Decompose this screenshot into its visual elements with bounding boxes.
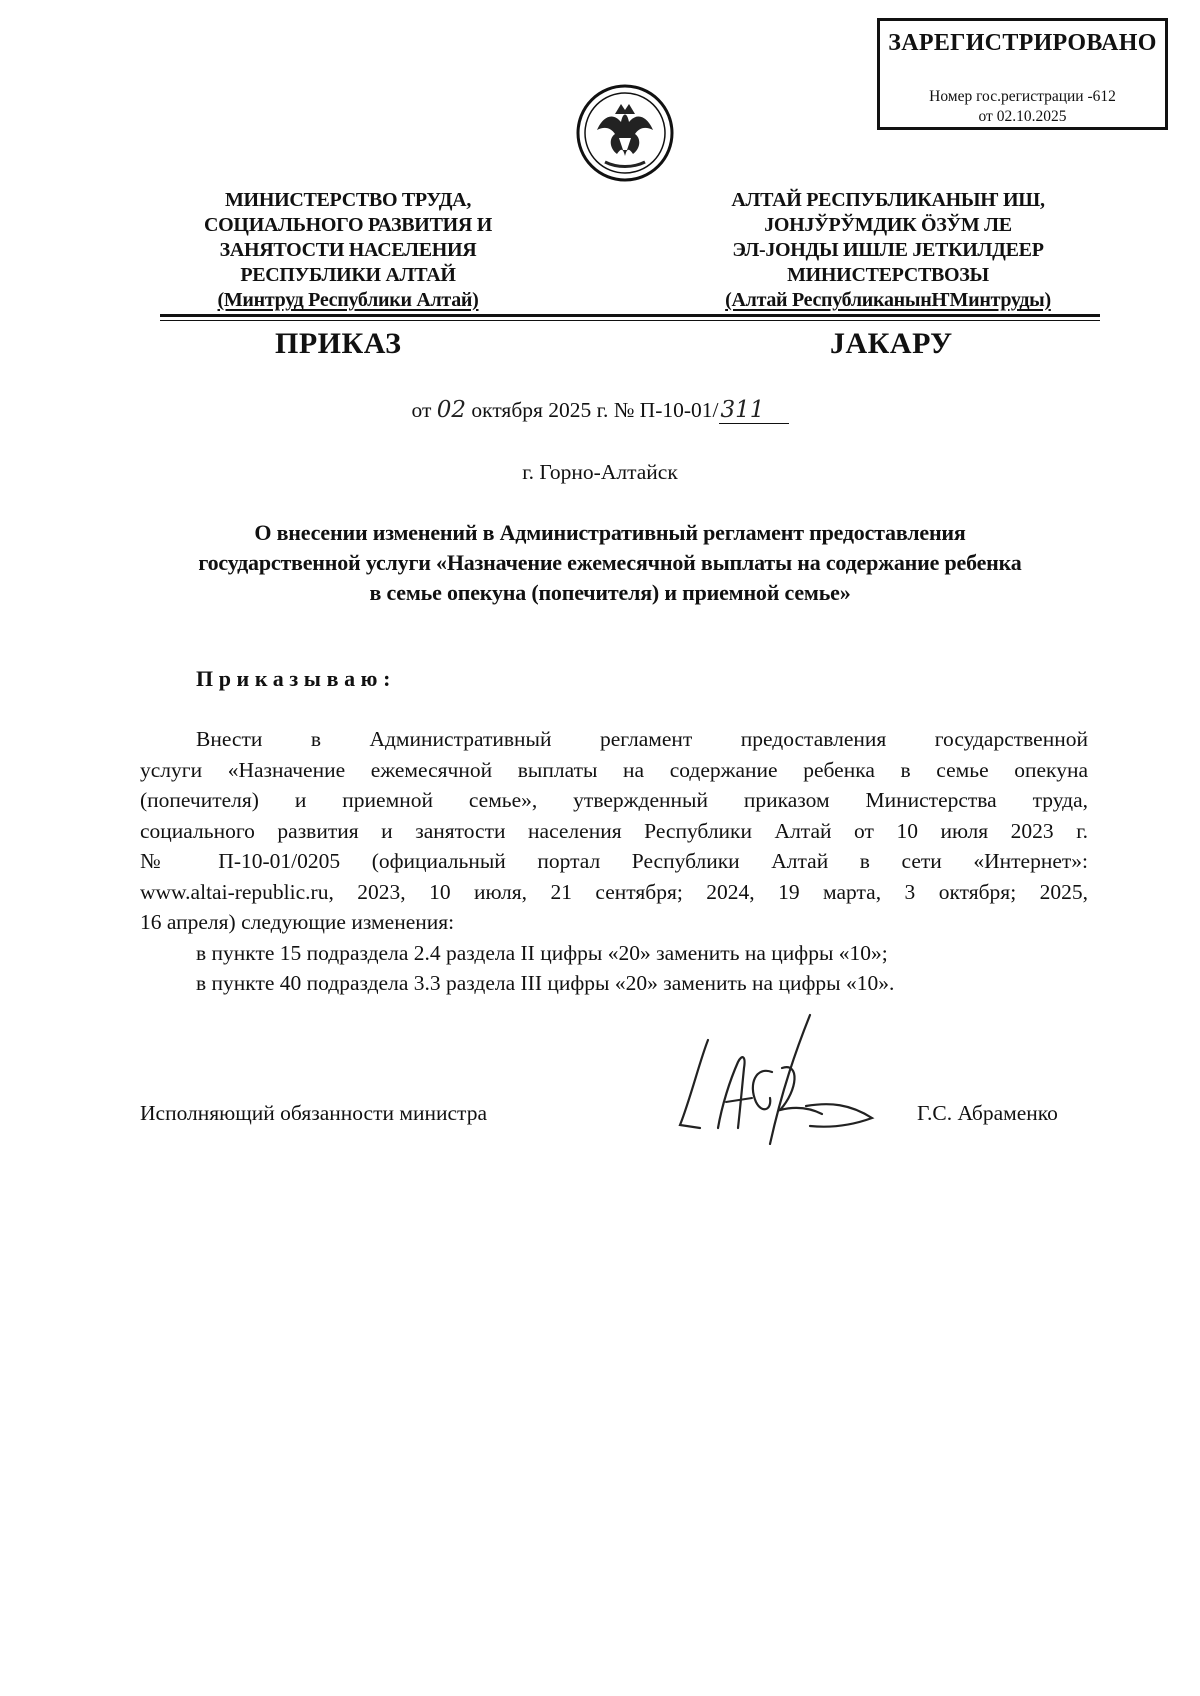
order-date-number bbox=[0, 397, 1200, 424]
registration-number: Номер гос.регистрации -612 bbox=[929, 88, 1116, 105]
signer-position: Исполняющий обязанности министра bbox=[140, 1101, 487, 1125]
order-number: 311 bbox=[719, 397, 789, 424]
ministry-abbreviation: (Алтай РеспубликанынҤМинтруды) bbox=[725, 289, 1051, 311]
body-line: социального развития и занятости населения Республики Алтай от 10 июля 2023 г. bbox=[140, 818, 1088, 843]
ministry-name-russian bbox=[158, 188, 538, 313]
ministry-name-altai bbox=[678, 188, 1098, 313]
registration-date: от 02.10.2025 bbox=[978, 108, 1067, 125]
ministry-abbreviation: (Минтруд Республики Алтай) bbox=[217, 289, 479, 311]
registration-title: ЗАРЕГИСТРИРОВАНО bbox=[888, 30, 1157, 56]
change-item: в пункте 15 подраздела 2.4 раздела II цифры «20» заменить на цифры «10»; bbox=[196, 940, 888, 965]
ministry-name-line: ЭЛ-ЈОНДЫ ИШЛЕ ЈЕТКИЛДЕЕР bbox=[732, 239, 1044, 261]
document-body bbox=[140, 724, 1088, 999]
body-line: услуги «Назначение ежемесячной выплаты на содержание ребенка в семье опекуна bbox=[140, 757, 1088, 782]
body-line: № П-10-01/0205 (официальный портал Республики Алтай в сети «Интернет»: bbox=[140, 849, 1088, 873]
ministry-name-line: МИНИСТЕРСТВО ТРУДА, bbox=[224, 189, 472, 211]
order-verb: Приказываю: bbox=[196, 666, 397, 691]
city: г. Горно-Алтайск bbox=[522, 460, 678, 484]
order-middle: октября 2025 г. № П-10-01/ bbox=[471, 398, 719, 422]
ministry-name-line: АЛТАЙ РЕСПУБЛИКАНЫҤ ИШ, bbox=[731, 189, 1045, 211]
ministry-name-line: СОЦИАЛЬНОГО РАЗВИТИЯ И bbox=[204, 214, 492, 236]
ministry-name-line: ЈОНЈЎРЎМДИК ӦЗЎМ ЛЕ bbox=[764, 214, 1012, 236]
ministry-name-line: РЕСПУБЛИКИ АЛТАЙ bbox=[240, 264, 456, 286]
title-line: государственной услуги «Назначение ежемесячной выплаты на содержание ребенка bbox=[198, 550, 1022, 575]
document-type-russian: ПРИКАЗ bbox=[275, 327, 402, 360]
document-type-altai: ЈАКАРУ bbox=[830, 327, 953, 360]
title-line: в семье опекуна (попечителя) и приемной семье» bbox=[369, 580, 851, 605]
body-line: Внести в Административный регламент предоставления государственной bbox=[196, 727, 1088, 751]
document-title bbox=[150, 518, 1070, 608]
signature-block bbox=[0, 1010, 1200, 1140]
title-line: О внесении изменений в Административный регламент предоставления bbox=[254, 520, 966, 545]
ministry-name-line: ЗАНЯТОСТИ НАСЕЛЕНИЯ bbox=[219, 239, 477, 261]
state-emblem-icon bbox=[575, 82, 675, 184]
header-divider bbox=[160, 314, 1100, 317]
ministry-name-line: МИНИСТЕРСТВОЗЫ bbox=[787, 264, 989, 286]
registration-stamp bbox=[877, 18, 1168, 130]
order-day: 02 bbox=[436, 397, 467, 423]
header-divider-thin bbox=[160, 320, 1100, 321]
body-line: (попечителя) и приемной семье», утвержденный приказом Министерства труда, bbox=[140, 788, 1088, 812]
order-prefix: от bbox=[411, 398, 432, 422]
signer-name: Г.С. Абраменко bbox=[917, 1101, 1058, 1125]
body-line: 16 апреля) следующие изменения: bbox=[140, 910, 455, 934]
handwritten-signature bbox=[660, 1010, 890, 1145]
change-item: в пункте 40 подраздела 3.3 раздела III цифры «20» заменить на цифры «10». bbox=[196, 971, 895, 995]
body-line: www.altai-republic.ru, 2023, 10 июля, 21 сентября; 2024, 19 марта, 3 октября; 2025, bbox=[140, 879, 1088, 904]
